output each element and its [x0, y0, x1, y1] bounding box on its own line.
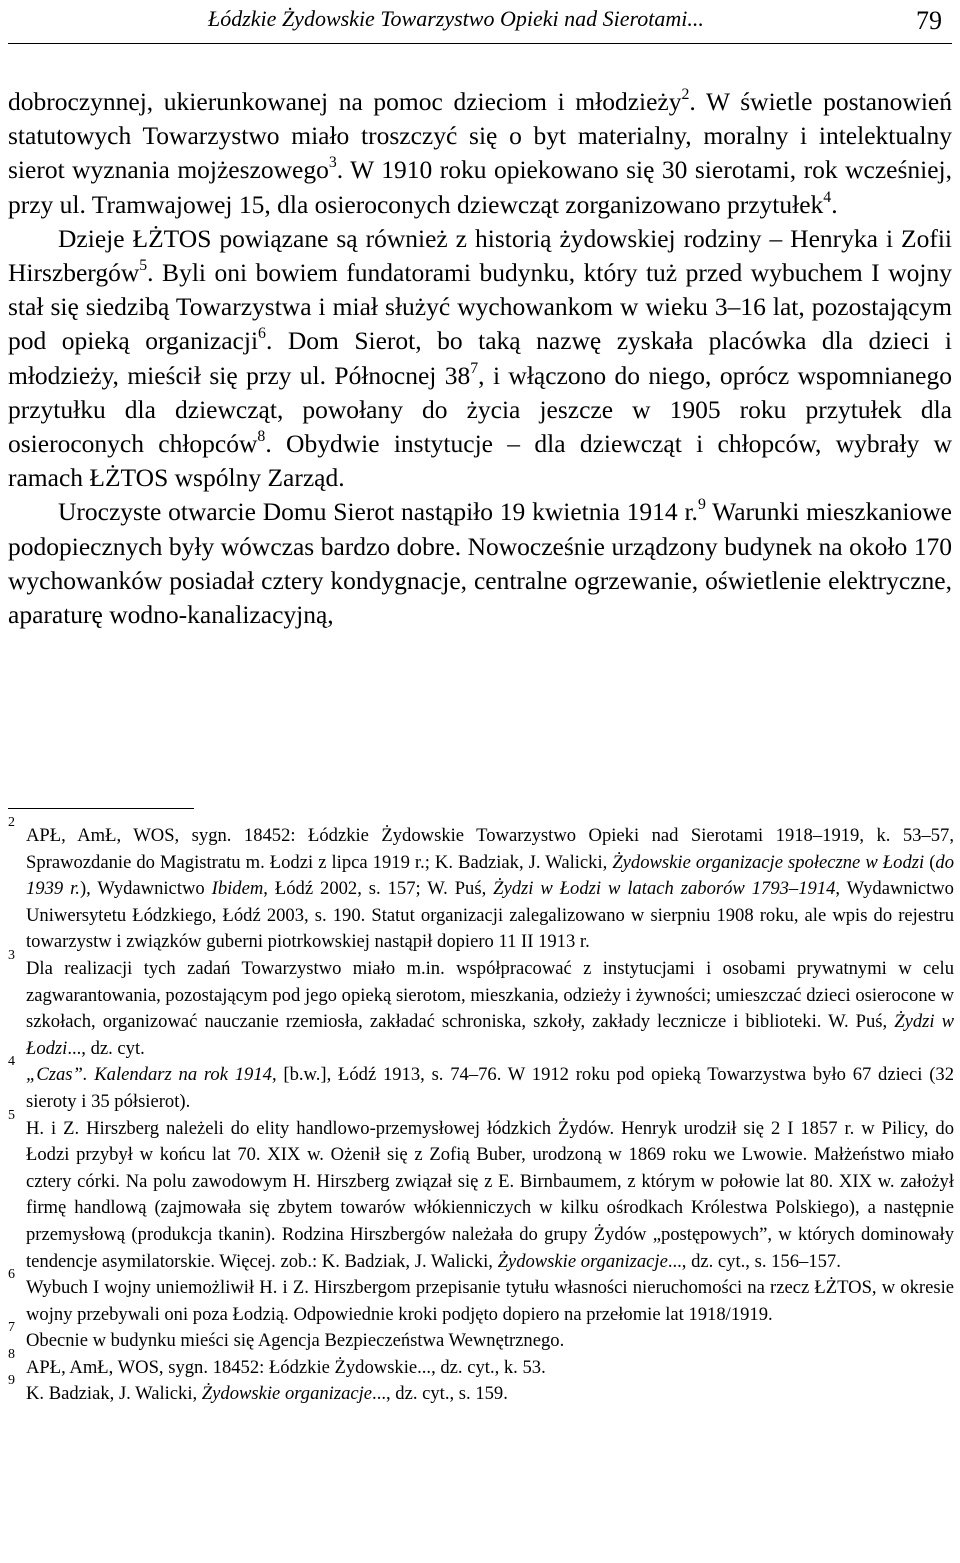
- text-run: APŁ, AmŁ, WOS, sygn. 18452: Łódzkie Żydowskie Towarzystwo Opieki nad Sierotami 1918–1919, k. 53–57, Sprawozdanie do Magistratu m. Łodzi z lipca 1919 r.; K. Badziak, J. Walicki,: [26, 825, 954, 873]
- footnote-number: 5: [8, 1107, 15, 1123]
- text-run: ), Wydawnictwo: [79, 878, 212, 900]
- text-run: . Obydwie instytucje – dla dziewcząt i chłopców, wybrały w ramach ŁŻTOS wspólny Zarząd.: [8, 429, 952, 493]
- text-run: Dla realizacji tych zadań Towarzystwo miało m.in. współpracować z instytucjami i osobami prywatnymi w celu zagwarantowania, pozostającym pod jego opieką sierotom, mieszkania, odzieży i żywności; umieszczać dzieci osierocone w szkołach, organizować nauczanie rzemiosła, zakładać schroniska, szkoły, zakłady lecznicze i biblioteki. W. Puś,: [26, 957, 954, 1033]
- footnote-ref: 5: [139, 256, 148, 274]
- text-run: Dzieje ŁŻTOS powiązane są również z historią żydowskiej rodziny – Henryka i Zofii Hirszbergów: [8, 223, 952, 288]
- footnote-text: APŁ, AmŁ, WOS, sygn. 18452: Łódzkie Żydowskie..., dz. cyt., k. 53.: [26, 1356, 546, 1378]
- text-run: , i włączono do niego, oprócz wspomnianego przytułku dla dziewcząt, powołany do życia jeszcze w 1905 roku przytułek dla osieroconych chłopców: [8, 360, 952, 459]
- footnote-separator: [8, 808, 194, 809]
- italic-title: do 1939 r.: [26, 851, 954, 900]
- paragraph: [8, 495, 952, 632]
- footnote-ref: 4: [823, 188, 832, 206]
- italic-title: Żydzi w Łodzi w latach zaborów 1793–1914: [493, 878, 836, 900]
- page-header: [8, 0, 952, 44]
- text-run: .: [831, 189, 838, 219]
- text-run: Uroczyste otwarcie Domu Sierot nastąpiło 19 kwietnia 1914 r.: [58, 497, 698, 527]
- text-run: ..., dz. cyt., s. 156–157.: [667, 1250, 841, 1272]
- footnote-number: 3: [8, 947, 15, 963]
- footnote-8: [8, 1346, 954, 1382]
- text-run: . Dom Sierot, bo taką nazwę zyskała placówka dla dzieci i młodzieży, mieścił się przy ul. Północnej 38: [8, 326, 953, 390]
- footnote-ref: 3: [328, 154, 337, 172]
- footnote-text: Obecnie w budynku mieści się Agencja Bezpieczeństwa Wewnętrznego.: [26, 1330, 565, 1352]
- text-run: ..., dz. cyt.: [67, 1037, 145, 1059]
- italic-title: Żydowskie organizacje: [497, 1250, 668, 1272]
- footnote-number: 4: [8, 1054, 15, 1070]
- footnote-ref: 9: [697, 496, 706, 514]
- footnote-text: [26, 1062, 954, 1115]
- footnote-number: 9: [8, 1373, 15, 1389]
- footnote-ref: 8: [257, 427, 266, 445]
- footnote-text: [26, 1116, 954, 1276]
- footnote-number: 2: [8, 815, 15, 830]
- text-run: , Łódź 2002, s. 157; W. Puś,: [263, 878, 494, 900]
- footnote-number: 6: [8, 1267, 15, 1283]
- footnote-text: [26, 823, 954, 956]
- footnote-ref: 2: [681, 85, 690, 103]
- text-run: . Byli oni bowiem fundatorami budynku, który tuż przed wybuchem I wojny stał się siedzibą Towarzystwa i miał służyć wychowankom w wieku 3–16 lat, pozostającym pod opieką organizacji: [8, 258, 952, 356]
- footnote-7: [8, 1320, 954, 1355]
- footnote-3: [8, 947, 955, 1062]
- footnote-9: [8, 1373, 954, 1408]
- footnote-5: [8, 1107, 954, 1276]
- text-run: H. i Z. Hirszberg należeli do elity handlowo-przemysłowej łódzkich Żydów. Henryk urodził się 2 I 1857 r. w Pilicy, do Łodzi przybył w końcu lat 70. XIX w. Ożenił się z Zofią Buber, urodzoną w 1869 roku we Lwowie. Małżeństwo miało cztery córki. Na polu zawodowym H. Hirszberg związał się z E. Birnbaumem, z którym w połowie lat 80. XIX w. założył firmę handlową (zajmowała się zbytem towarów włókienniczych w kilku ośrodkach Królestwa Polskiego), a następnie przemysłową (produkcja tkanin). Rodzina Hirszbergów należała do grupy Żydów „postępowych”, w których dominowały tendencje asymilatorskie. Więcej. zob.: K. Badziak, J. Walicki,: [26, 1117, 954, 1272]
- italic-title: Żydowskie organizacje: [201, 1383, 373, 1405]
- footnote-ref: 6: [258, 325, 266, 343]
- text-run: . W 1910 roku opiekowano się 30 sierotami, rok wcześniej, przy ul. Tramwajowej 15, dla osieroconych dziewcząt zorganizowano przytułek: [8, 155, 953, 219]
- page-number: 79: [916, 6, 942, 35]
- italic-title: „Czas”. Kalendarz na rok 1914: [26, 1064, 272, 1086]
- text-run: . W świetle postanowień statutowych Towarzystwo miało troszczyć się o byt materialny, moralny i intelektualny sierot wyznania mojżeszowego: [8, 87, 952, 185]
- main-text: [8, 85, 952, 632]
- paragraph: [8, 85, 952, 222]
- paragraph: [8, 222, 952, 496]
- text-run: , Wydawnictwo Uniwersytetu Łódzkiego, Łódź 2003, s. 190. Statut organizacji zalegalizowano w sierpniu 1908 roku, ale wpis do rejestru towarzystw i związków guberni piotrkowskiej nastąpił dopiero 11 II 1913 r.: [26, 878, 954, 953]
- text-run: dobroczynnej, ukierunkowanej na pomoc dzieciom i młodzieży: [8, 87, 682, 116]
- footnote-ref: 7: [470, 359, 479, 377]
- text-run: Warunki mieszkaniowe podopiecznych były wówczas bardzo dobre. Nowocześnie urządzony budynek na około 170 wychowanków posiadał cztery kondygnacje, centralne ogrzewanie, oświetlenie elektryczne, aparaturę wodno-kanalizacyjną,: [8, 497, 952, 630]
- text-run: ..., dz. cyt., s. 159.: [372, 1383, 508, 1405]
- italic-title: Ibidem: [211, 878, 264, 900]
- footnote-text: Wybuch I wojny uniemożliwił H. i Z. Hirszbergom przepisanie tytułu własności nieruchomości na rzecz ŁŻTOS, w okresie wojny przebywali oni poza Łodzią. Odpowiednie kroki podjęto dopiero na przełomie lat 1918/1919.: [26, 1277, 954, 1325]
- text-run: K. Badziak, J. Walicki,: [26, 1383, 202, 1405]
- header-rule: [8, 43, 952, 44]
- text-run: , [b.w.], Łódź 1913, s. 74–76. W 1912 roku pod opieką Towarzystwa było 67 dzieci (32 sieroty i 35 półsierot).: [26, 1064, 955, 1112]
- italic-title: Żydowskie organizacje społeczne w Łodzi: [612, 851, 925, 873]
- running-title: Łódzkie Żydowskie Towarzystwo Opieki nad Sierotami...: [208, 6, 704, 31]
- footnote-text: [26, 1381, 954, 1408]
- italic-title: Żydzi w Łodzi: [26, 1011, 955, 1059]
- footnote-number: 7: [8, 1320, 15, 1336]
- footnote-6: [8, 1267, 954, 1328]
- text-run: (: [924, 851, 936, 873]
- footnotes: [8, 815, 955, 1408]
- footnote-2: [8, 815, 954, 956]
- footnote-text: [26, 956, 954, 1062]
- footnote-4: [8, 1054, 955, 1115]
- footnote-number: 8: [8, 1346, 15, 1362]
